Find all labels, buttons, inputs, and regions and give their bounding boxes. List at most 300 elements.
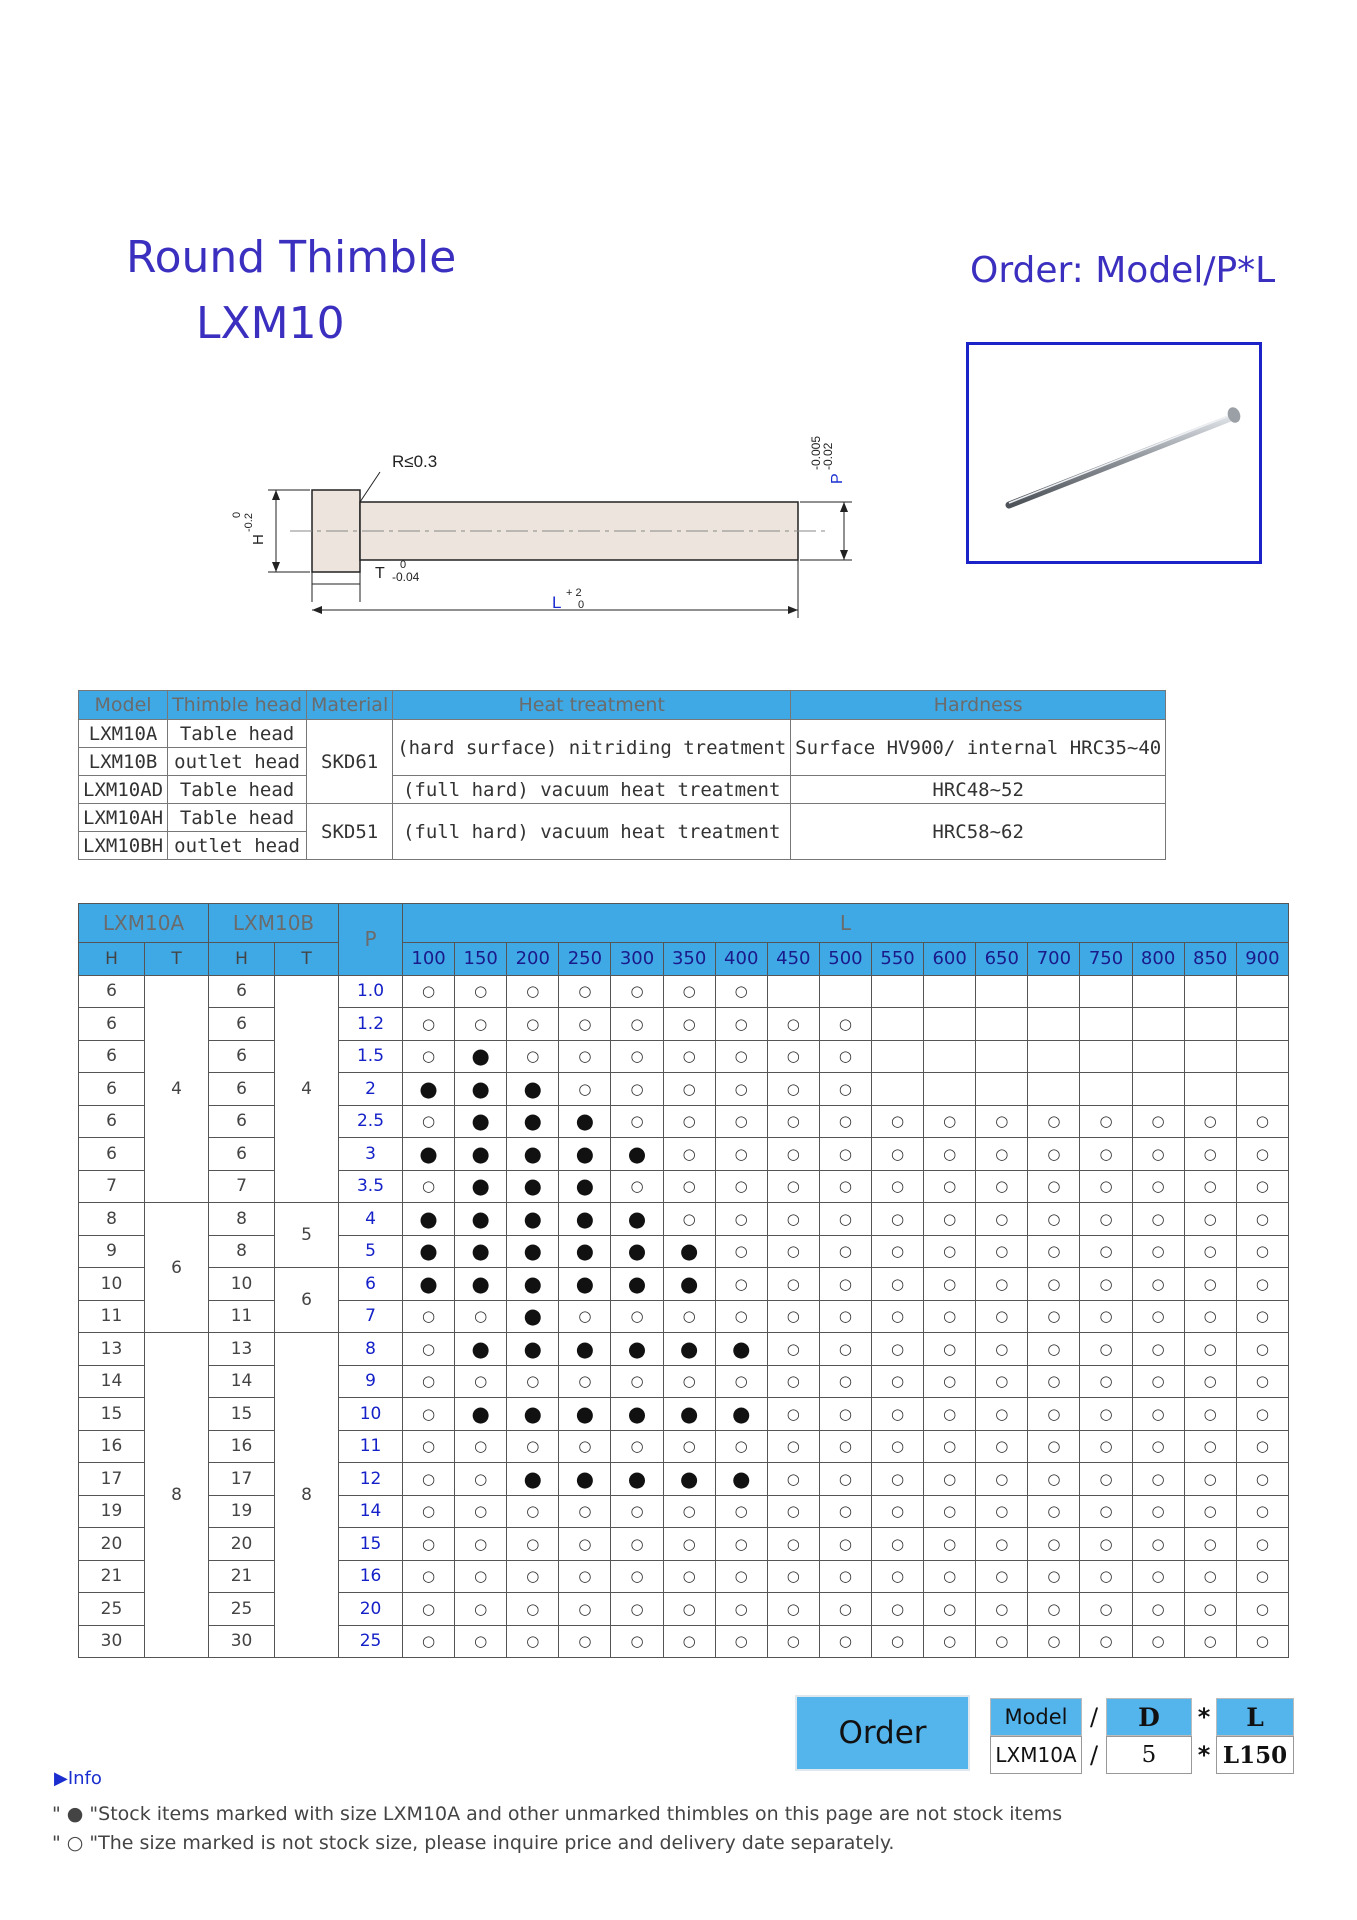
h-a-cell: 16 — [79, 1430, 145, 1463]
treatment-cell: (full hard) vacuum heat treatment — [393, 776, 791, 804]
non-stock-mark: ○ — [455, 975, 507, 1008]
non-stock-mark: ○ — [403, 1560, 455, 1593]
non-stock-mark: ○ — [663, 1365, 715, 1398]
non-stock-mark: ○ — [455, 1430, 507, 1463]
p-cell: 3 — [339, 1138, 403, 1171]
t-tol-lower: -0.04 — [392, 570, 420, 584]
length-header: 450 — [767, 943, 819, 976]
non-stock-mark: ○ — [767, 1398, 819, 1431]
stock-mark: ● — [455, 1203, 507, 1236]
non-stock-mark: ○ — [559, 1430, 611, 1463]
non-stock-mark: ○ — [611, 1365, 663, 1398]
non-stock-mark: ○ — [872, 1625, 924, 1658]
non-stock-mark: ○ — [767, 1138, 819, 1171]
non-stock-mark: ○ — [1132, 1235, 1184, 1268]
non-stock-mark: ○ — [1028, 1105, 1080, 1138]
non-stock-mark: ○ — [1132, 1625, 1184, 1658]
stock-mark: ● — [611, 1268, 663, 1301]
non-stock-mark: ○ — [1132, 1268, 1184, 1301]
h-a-cell: 9 — [79, 1235, 145, 1268]
non-stock-mark: ○ — [1132, 1528, 1184, 1561]
non-stock-mark: ○ — [455, 1365, 507, 1398]
treatment-cell: (full hard) vacuum heat treatment — [393, 804, 791, 860]
h-b-cell: 10 — [209, 1268, 275, 1301]
empty-cell — [872, 975, 924, 1008]
non-stock-mark: ○ — [1028, 1625, 1080, 1658]
stock-mark: ● — [507, 1203, 559, 1236]
non-stock-mark: ○ — [1236, 1365, 1288, 1398]
non-stock-mark: ○ — [767, 1430, 819, 1463]
non-stock-mark: ○ — [403, 1300, 455, 1333]
non-stock-mark: ○ — [663, 1495, 715, 1528]
non-stock-mark: ○ — [1080, 1495, 1132, 1528]
stock-mark: ● — [715, 1398, 767, 1431]
empty-cell — [819, 975, 871, 1008]
stock-mark: ● — [455, 1105, 507, 1138]
non-stock-mark: ○ — [403, 1463, 455, 1496]
non-stock-mark: ○ — [715, 1300, 767, 1333]
table-row — [79, 1365, 1289, 1398]
non-stock-mark: ○ — [924, 1528, 976, 1561]
non-stock-note: " ○ "The size marked is not stock size, please inquire price and delivery date separately. — [52, 1832, 895, 1854]
non-stock-mark: ○ — [403, 1333, 455, 1366]
non-stock-mark: ○ — [767, 1235, 819, 1268]
non-stock-mark: ○ — [559, 1528, 611, 1561]
col-material: Material — [307, 691, 393, 720]
h-a-cell: 6 — [79, 1105, 145, 1138]
non-stock-mark: ○ — [872, 1463, 924, 1496]
non-stock-mark: ○ — [559, 1008, 611, 1041]
non-stock-mark: ○ — [1184, 1268, 1236, 1301]
non-stock-mark: ○ — [611, 1040, 663, 1073]
l-header: L — [403, 904, 1289, 943]
stock-mark: ● — [403, 1138, 455, 1171]
non-stock-mark: ○ — [872, 1235, 924, 1268]
non-stock-mark: ○ — [767, 1333, 819, 1366]
non-stock-mark: ○ — [1080, 1300, 1132, 1333]
non-stock-mark: ○ — [872, 1170, 924, 1203]
model-cell: LXM10A — [79, 720, 168, 748]
length-header: 650 — [976, 943, 1028, 976]
non-stock-mark: ○ — [403, 1040, 455, 1073]
table-row — [79, 1463, 1289, 1496]
model-cell: LXM10AD — [79, 776, 168, 804]
stock-mark: ● — [611, 1203, 663, 1236]
model-cell: LXM10AH — [79, 804, 168, 832]
non-stock-mark: ○ — [976, 1398, 1028, 1431]
h-a-cell: 17 — [79, 1463, 145, 1496]
non-stock-mark: ○ — [976, 1463, 1028, 1496]
non-stock-mark: ○ — [403, 1625, 455, 1658]
non-stock-mark: ○ — [767, 1495, 819, 1528]
stock-mark: ● — [507, 1138, 559, 1171]
h-a-cell: 6 — [79, 1138, 145, 1171]
non-stock-mark: ○ — [872, 1528, 924, 1561]
non-stock-mark: ○ — [767, 1300, 819, 1333]
non-stock-mark: ○ — [663, 1138, 715, 1171]
head-cell: Table head — [168, 804, 307, 832]
table-row — [79, 1430, 1289, 1463]
non-stock-mark: ○ — [872, 1203, 924, 1236]
non-stock-mark: ○ — [819, 1008, 871, 1041]
h-a-cell: 25 — [79, 1593, 145, 1626]
non-stock-mark: ○ — [663, 1430, 715, 1463]
non-stock-mark: ○ — [1184, 1430, 1236, 1463]
non-stock-mark: ○ — [819, 1040, 871, 1073]
t-a-cell: 4 — [145, 975, 209, 1203]
stock-mark: ● — [507, 1268, 559, 1301]
h-a-cell: 11 — [79, 1300, 145, 1333]
non-stock-mark: ○ — [507, 1430, 559, 1463]
stock-mark: ● — [663, 1333, 715, 1366]
non-stock-mark: ○ — [715, 1138, 767, 1171]
non-stock-mark: ○ — [924, 1170, 976, 1203]
group-b-header: LXM10B — [209, 904, 339, 943]
non-stock-mark: ○ — [611, 975, 663, 1008]
non-stock-mark: ○ — [976, 1593, 1028, 1626]
non-stock-mark: ○ — [1236, 1430, 1288, 1463]
empty-cell — [924, 1040, 976, 1073]
h-b-cell: 13 — [209, 1333, 275, 1366]
non-stock-mark: ○ — [663, 1528, 715, 1561]
non-stock-mark: ○ — [819, 1560, 871, 1593]
h-a-cell: 14 — [79, 1365, 145, 1398]
non-stock-mark: ○ — [1236, 1463, 1288, 1496]
non-stock-mark: ○ — [819, 1268, 871, 1301]
length-header: 900 — [1236, 943, 1288, 976]
p-cell: 4 — [339, 1203, 403, 1236]
non-stock-mark: ○ — [924, 1365, 976, 1398]
non-stock-mark: ○ — [976, 1528, 1028, 1561]
non-stock-mark: ○ — [1236, 1560, 1288, 1593]
t-b-cell: 4 — [275, 975, 339, 1203]
non-stock-mark: ○ — [872, 1398, 924, 1431]
non-stock-mark: ○ — [1184, 1170, 1236, 1203]
non-stock-mark: ○ — [455, 1008, 507, 1041]
h-b-cell: 6 — [209, 1138, 275, 1171]
non-stock-mark: ○ — [872, 1268, 924, 1301]
non-stock-mark: ○ — [819, 1430, 871, 1463]
p-cell: 9 — [339, 1365, 403, 1398]
table-row — [79, 1105, 1289, 1138]
non-stock-mark: ○ — [1132, 1333, 1184, 1366]
h-b-cell: 21 — [209, 1560, 275, 1593]
non-stock-mark: ○ — [507, 1528, 559, 1561]
non-stock-mark: ○ — [559, 1593, 611, 1626]
non-stock-mark: ○ — [924, 1300, 976, 1333]
non-stock-mark: ○ — [976, 1203, 1028, 1236]
non-stock-mark: ○ — [1028, 1268, 1080, 1301]
page-title: Round Thimble — [126, 232, 457, 283]
non-stock-mark: ○ — [1184, 1300, 1236, 1333]
p-cell: 8 — [339, 1333, 403, 1366]
non-stock-mark: ○ — [1028, 1560, 1080, 1593]
h-b-cell: 6 — [209, 1040, 275, 1073]
non-stock-mark: ○ — [611, 1073, 663, 1106]
non-stock-mark: ○ — [1132, 1203, 1184, 1236]
t-b-cell: 6 — [275, 1268, 339, 1333]
non-stock-mark: ○ — [1080, 1365, 1132, 1398]
length-header: 100 — [403, 943, 455, 976]
h-b-cell: 15 — [209, 1398, 275, 1431]
order-star-1: * — [1197, 1703, 1211, 1731]
h-a-cell: 13 — [79, 1333, 145, 1366]
non-stock-mark: ○ — [611, 1495, 663, 1528]
p-cell: 3.5 — [339, 1170, 403, 1203]
non-stock-mark: ○ — [663, 1040, 715, 1073]
non-stock-mark: ○ — [611, 1170, 663, 1203]
p-cell: 2 — [339, 1073, 403, 1106]
non-stock-mark: ○ — [819, 1463, 871, 1496]
empty-cell — [1236, 1008, 1288, 1041]
h-b-cell: 8 — [209, 1203, 275, 1236]
non-stock-mark: ○ — [1132, 1300, 1184, 1333]
non-stock-mark: ○ — [715, 975, 767, 1008]
stock-mark: ● — [663, 1463, 715, 1496]
non-stock-mark: ○ — [1132, 1463, 1184, 1496]
col-thimble-head: Thimble head — [168, 691, 307, 720]
non-stock-mark: ○ — [559, 1560, 611, 1593]
non-stock-mark: ○ — [1236, 1625, 1288, 1658]
non-stock-mark: ○ — [819, 1073, 871, 1106]
p-cell: 1.2 — [339, 1008, 403, 1041]
non-stock-mark: ○ — [663, 1300, 715, 1333]
non-stock-mark: ○ — [1184, 1333, 1236, 1366]
non-stock-mark: ○ — [1080, 1138, 1132, 1171]
non-stock-mark: ○ — [663, 1170, 715, 1203]
t-tol-upper: 0 — [400, 559, 407, 571]
stock-mark: ● — [455, 1268, 507, 1301]
l-label: L — [552, 593, 562, 612]
non-stock-mark: ○ — [1080, 1430, 1132, 1463]
non-stock-mark: ○ — [611, 1300, 663, 1333]
empty-cell — [1080, 1008, 1132, 1041]
non-stock-mark: ○ — [1028, 1365, 1080, 1398]
stock-mark: ● — [715, 1463, 767, 1496]
length-header: 850 — [1184, 943, 1236, 976]
p-cell: 1.0 — [339, 975, 403, 1008]
non-stock-mark: ○ — [715, 1430, 767, 1463]
empty-cell — [1132, 1073, 1184, 1106]
length-header: 750 — [1080, 943, 1132, 976]
non-stock-mark: ○ — [403, 1398, 455, 1431]
stock-mark: ● — [611, 1333, 663, 1366]
non-stock-mark: ○ — [819, 1138, 871, 1171]
non-stock-mark: ○ — [403, 1170, 455, 1203]
h-b-cell: 16 — [209, 1430, 275, 1463]
non-stock-mark: ○ — [924, 1235, 976, 1268]
non-stock-mark: ○ — [872, 1430, 924, 1463]
stock-mark: ● — [559, 1203, 611, 1236]
non-stock-mark: ○ — [455, 1593, 507, 1626]
non-stock-mark: ○ — [976, 1300, 1028, 1333]
non-stock-mark: ○ — [767, 1365, 819, 1398]
stock-mark: ● — [559, 1333, 611, 1366]
table-row — [79, 1528, 1289, 1561]
length-header: 250 — [559, 943, 611, 976]
non-stock-mark: ○ — [924, 1268, 976, 1301]
non-stock-mark: ○ — [663, 1073, 715, 1106]
non-stock-mark: ○ — [767, 1170, 819, 1203]
non-stock-mark: ○ — [1080, 1235, 1132, 1268]
stock-mark: ● — [715, 1333, 767, 1366]
non-stock-mark: ○ — [403, 1593, 455, 1626]
non-stock-mark: ○ — [1080, 1170, 1132, 1203]
p-cell: 6 — [339, 1268, 403, 1301]
non-stock-mark: ○ — [559, 1625, 611, 1658]
non-stock-mark: ○ — [924, 1333, 976, 1366]
non-stock-mark: ○ — [1080, 1333, 1132, 1366]
empty-cell — [1132, 1008, 1184, 1041]
empty-cell — [1028, 975, 1080, 1008]
stock-mark: ● — [507, 1300, 559, 1333]
empty-cell — [976, 975, 1028, 1008]
non-stock-mark: ○ — [715, 1625, 767, 1658]
length-header: 300 — [611, 943, 663, 976]
h-b-cell: 8 — [209, 1235, 275, 1268]
material-cell: SKD51 — [307, 804, 393, 860]
non-stock-mark: ○ — [507, 975, 559, 1008]
non-stock-mark: ○ — [1236, 1333, 1288, 1366]
stock-mark: ● — [403, 1235, 455, 1268]
non-stock-mark: ○ — [403, 1495, 455, 1528]
stock-mark: ● — [507, 1170, 559, 1203]
non-stock-mark: ○ — [1080, 1593, 1132, 1626]
non-stock-mark: ○ — [1080, 1625, 1132, 1658]
stock-mark: ● — [559, 1463, 611, 1496]
stock-mark: ● — [559, 1398, 611, 1431]
non-stock-mark: ○ — [1236, 1593, 1288, 1626]
t-label: T — [375, 565, 385, 582]
non-stock-mark: ○ — [1236, 1268, 1288, 1301]
stock-mark: ● — [507, 1073, 559, 1106]
table-row — [79, 1170, 1289, 1203]
non-stock-mark: ○ — [1132, 1560, 1184, 1593]
non-stock-mark: ○ — [507, 1365, 559, 1398]
h-a-cell: 6 — [79, 1040, 145, 1073]
stock-mark: ● — [455, 1333, 507, 1366]
non-stock-mark: ○ — [1236, 1528, 1288, 1561]
non-stock-mark: ○ — [976, 1625, 1028, 1658]
non-stock-mark: ○ — [403, 975, 455, 1008]
t-a-header: T — [145, 943, 209, 976]
hardness-cell: HRC58~62 — [791, 804, 1166, 860]
table-row — [79, 1560, 1289, 1593]
head-cell: Table head — [168, 776, 307, 804]
h-label: H — [250, 534, 267, 545]
non-stock-mark: ○ — [715, 1495, 767, 1528]
empty-cell — [1080, 1073, 1132, 1106]
non-stock-mark: ○ — [924, 1560, 976, 1593]
p-cell: 20 — [339, 1593, 403, 1626]
non-stock-mark: ○ — [611, 1528, 663, 1561]
non-stock-mark: ○ — [507, 1560, 559, 1593]
non-stock-mark: ○ — [1184, 1463, 1236, 1496]
order-d-head: D — [1106, 1698, 1192, 1736]
non-stock-mark: ○ — [1132, 1105, 1184, 1138]
order-model-value: LXM10A — [990, 1736, 1082, 1774]
non-stock-mark: ○ — [1132, 1138, 1184, 1171]
non-stock-mark: ○ — [767, 1040, 819, 1073]
non-stock-mark: ○ — [924, 1203, 976, 1236]
non-stock-mark: ○ — [819, 1170, 871, 1203]
non-stock-mark: ○ — [1184, 1528, 1236, 1561]
non-stock-mark: ○ — [1236, 1235, 1288, 1268]
t-b-header: T — [275, 943, 339, 976]
non-stock-mark: ○ — [924, 1105, 976, 1138]
order-l-head: L — [1216, 1698, 1294, 1736]
treatment-cell: (hard surface) nitriding treatment — [393, 720, 791, 776]
h-a-cell: 15 — [79, 1398, 145, 1431]
non-stock-mark: ○ — [611, 1593, 663, 1626]
non-stock-mark: ○ — [611, 1105, 663, 1138]
non-stock-mark: ○ — [1028, 1430, 1080, 1463]
length-header: 200 — [507, 943, 559, 976]
non-stock-mark: ○ — [1184, 1625, 1236, 1658]
non-stock-mark: ○ — [559, 1073, 611, 1106]
non-stock-mark: ○ — [767, 1528, 819, 1561]
table-row — [79, 975, 1289, 1008]
empty-cell — [1184, 975, 1236, 1008]
stock-mark: ● — [611, 1138, 663, 1171]
non-stock-mark: ○ — [1080, 1268, 1132, 1301]
empty-cell — [872, 1040, 924, 1073]
t-a-cell: 6 — [145, 1203, 209, 1333]
empty-cell — [872, 1008, 924, 1041]
empty-cell — [1080, 1040, 1132, 1073]
order-d-value: 5 — [1106, 1736, 1192, 1774]
non-stock-mark: ○ — [976, 1430, 1028, 1463]
l-tol-upper: + 2 — [566, 587, 582, 599]
non-stock-mark: ○ — [507, 1593, 559, 1626]
non-stock-mark: ○ — [976, 1105, 1028, 1138]
hardness-cell: Surface HV900/ internal HRC35~40 — [791, 720, 1166, 776]
non-stock-mark: ○ — [976, 1560, 1028, 1593]
h-a-cell: 8 — [79, 1203, 145, 1236]
empty-cell — [1028, 1040, 1080, 1073]
technical-drawing — [230, 410, 870, 620]
non-stock-mark: ○ — [1132, 1170, 1184, 1203]
non-stock-mark: ○ — [924, 1593, 976, 1626]
non-stock-mark: ○ — [924, 1463, 976, 1496]
stock-mark: ● — [663, 1398, 715, 1431]
p-cell: 11 — [339, 1430, 403, 1463]
non-stock-mark: ○ — [663, 1560, 715, 1593]
p-cell: 15 — [339, 1528, 403, 1561]
non-stock-mark: ○ — [403, 1528, 455, 1561]
non-stock-mark: ○ — [1080, 1398, 1132, 1431]
order-button[interactable]: Order — [795, 1695, 970, 1771]
non-stock-mark: ○ — [1028, 1495, 1080, 1528]
non-stock-mark: ○ — [1028, 1463, 1080, 1496]
non-stock-mark: ○ — [976, 1365, 1028, 1398]
h-b-header: H — [209, 943, 275, 976]
order-slash-2: / — [1089, 1741, 1099, 1769]
non-stock-mark: ○ — [976, 1495, 1028, 1528]
table-row — [79, 1398, 1289, 1431]
stock-mark: ● — [663, 1235, 715, 1268]
non-stock-mark: ○ — [1028, 1593, 1080, 1626]
stock-mark: ● — [559, 1268, 611, 1301]
length-header: 550 — [872, 943, 924, 976]
non-stock-mark: ○ — [767, 1105, 819, 1138]
p-cell: 5 — [339, 1235, 403, 1268]
table-row — [79, 1008, 1289, 1041]
h-b-cell: 30 — [209, 1625, 275, 1658]
non-stock-mark: ○ — [819, 1300, 871, 1333]
non-stock-mark: ○ — [872, 1333, 924, 1366]
stock-mark: ● — [455, 1073, 507, 1106]
